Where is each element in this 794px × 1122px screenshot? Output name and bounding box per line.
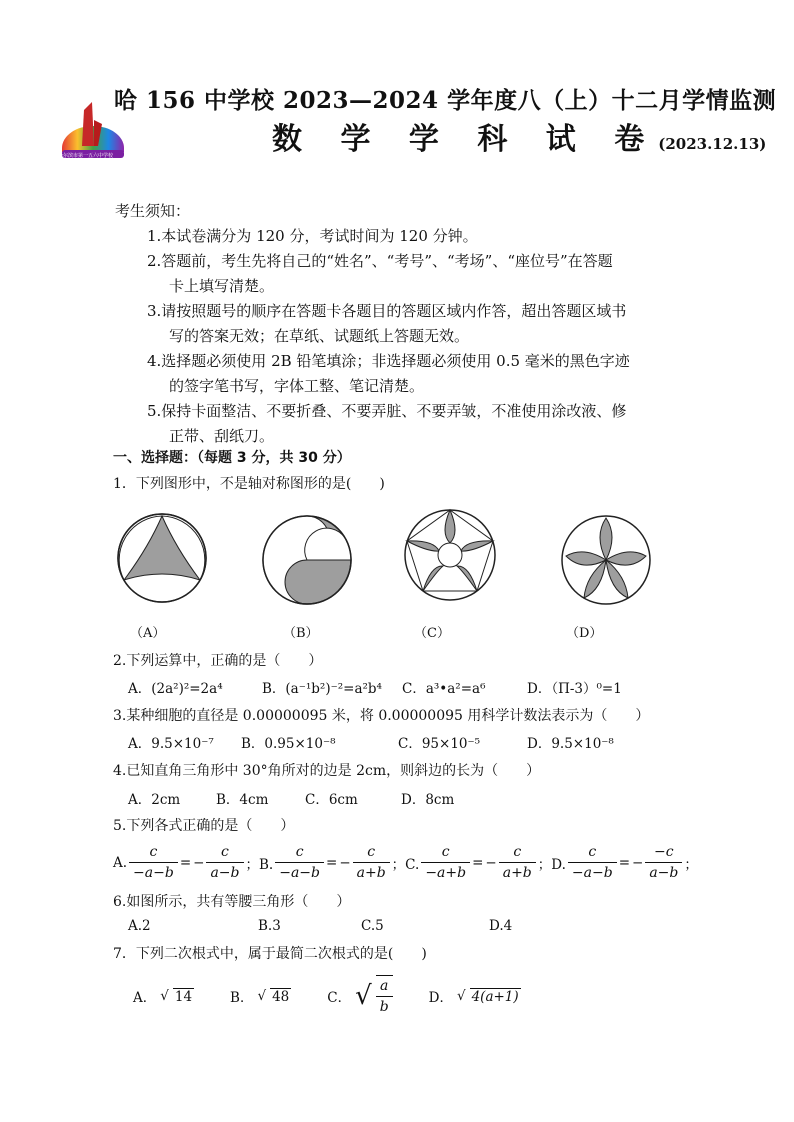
figure-label-a: （A）: [130, 626, 166, 641]
question-3-option-b: B．0.95×10⁻⁸: [241, 736, 336, 752]
question-2-option-a: A．(2a²)²=2a⁴: [128, 681, 223, 697]
question-3-option-c: C．95×10⁻⁵: [398, 736, 481, 752]
q5-label-b: ；B.: [245, 856, 274, 873]
q5-frac: $\frac{c}{-a-b}$: [129, 842, 178, 883]
question-6-option-a: A.2: [128, 918, 151, 934]
question-6-stem: 6.如图所示，共有等腰三角形（ ）: [113, 894, 351, 910]
question-2-option-b: B．(a⁻¹b²)⁻²=a²b⁴: [262, 681, 382, 697]
question-4-option-a: A．2cm: [128, 792, 181, 808]
q5-frac: $\frac{c}{a-b}$: [206, 842, 243, 883]
sqrt-sign: √: [456, 988, 466, 1004]
q7-label-c: C．: [327, 990, 352, 1006]
question-1-stem: 1．下列图形中，不是轴对称图形的是( ): [113, 476, 385, 492]
q7-label-d: D．: [428, 990, 453, 1006]
exam-date: (2023.12.13): [658, 135, 767, 153]
notice-item: 4.选择题必须使用 2B 铅笔填涂；非选择题必须使用 0.5 毫米的黑色字迹: [147, 352, 630, 370]
notice-item: 1.本试卷满分为 120 分，考试时间为 120 分钟。: [147, 227, 478, 245]
q7-label-b: B．: [230, 990, 254, 1006]
figure-label-c: （C）: [414, 626, 450, 641]
sqrt-sign: √: [355, 981, 372, 1011]
sqrt-sign: √: [257, 988, 267, 1004]
question-2-option-c: C．a³•a²=a⁶: [402, 681, 486, 697]
exam-title: 哈 156 中学校 2023—2024 学年度八（上）十二月学情监测: [114, 87, 777, 114]
q5-frac: $\frac{c}{a+b}$: [499, 842, 536, 883]
q5-frac: $\frac{c}{-a+b}$: [421, 842, 470, 883]
question-6-option-c: C.5: [361, 918, 384, 934]
q5-frac: $\frac{c}{-a-b}$: [568, 842, 617, 883]
sqrt-sign: √: [160, 988, 169, 1004]
question-4-option-c: C．6cm: [305, 792, 358, 808]
question-2-stem: 2.下列运算中，正确的是（ ）: [113, 653, 323, 669]
question-6-option-d: D.4: [489, 918, 513, 934]
figure-c: [400, 505, 500, 605]
q7-radicand-b: 48: [272, 988, 290, 1005]
notice-item: 3.请按照题号的顺序在答题卡各题目的答题区域内作答，超出答题区域书: [147, 302, 627, 320]
q5-label-c: ；C.: [391, 856, 420, 873]
exam-subtitle: [272, 114, 766, 158]
figure-a: [112, 508, 212, 608]
q5-frac: $\frac{c}{a+b}$: [353, 842, 390, 883]
question-3-option-d: D．9.5×10⁻⁸: [527, 736, 614, 752]
question-4-stem: 4.已知直角三角形中 30°角所对的边是 2cm，则斜边的长为（ ）: [113, 763, 541, 779]
notice-item: 5.保持卡面整洁、不要折叠、不要弄脏、不要弄皱，不准使用涂改液、修: [147, 402, 627, 420]
question-5-stem: 5.下列各式正确的是（ ）: [113, 818, 295, 834]
question-2-option-d: D．（Π-3）⁰=1: [527, 681, 622, 697]
notice-item: 2.答题前，考生先将自己的“姓名”、“考号”、“考场”、“座位号”在答题: [147, 252, 613, 270]
question-5-options: A. $\frac{c}{-a-b}$ = − $\frac{c}{a-b}$ ；B. $\frac{c}{-a-b}$ = − $\frac{c}{a+b}$ ；C. $\frac{c}{-a+b}$ = − $\frac{c}{a+b}$ ；D. $\frac{c}{-a-b}$ = − $\frac{-c}{a-b}$ ；: [113, 844, 698, 881]
notice-item: 卡上填写清楚。: [169, 277, 275, 295]
q5-frac: $\frac{c}{-a-b}$: [275, 842, 324, 883]
question-6-option-b: B.3: [258, 918, 281, 934]
figure-b: [257, 510, 357, 610]
figure-d: [556, 510, 656, 610]
notice-item: 写的答案无效；在草纸、试题纸上答题无效。: [169, 327, 470, 345]
notice-item: 正带、刮纸刀。: [169, 427, 275, 445]
logo-text: 哈尔滨市第一五六中学校: [58, 153, 114, 159]
notice-heading: 考生须知：: [115, 202, 191, 220]
q5-label-d: ；D.: [537, 856, 566, 873]
q5-label-a: A.: [113, 854, 128, 871]
figure-label-d: （D）: [566, 626, 603, 641]
q7-radicand-c: $\frac{a}{b}$: [376, 975, 393, 1017]
question-7-options: [133, 975, 521, 1017]
section-heading: 一、选择题：（每题 3 分，共 30 分）: [113, 450, 351, 466]
question-4-option-b: B．4cm: [216, 792, 269, 808]
q7-radicand-d: 4(a+1): [471, 988, 519, 1005]
subject-title: 数 学 学 科 试 卷: [272, 122, 659, 157]
q7-radicand-a: 14: [174, 988, 193, 1005]
question-7-stem: 7．下列二次根式中，属于最简二次根式的是( ): [113, 946, 427, 962]
figure-label-b: （B）: [283, 626, 319, 641]
question-3-option-a: A．9.5×10⁻⁷: [128, 736, 214, 752]
q7-label-a: A．: [133, 990, 157, 1006]
notice-item: 的签字笔书写，字体工整、笔记清楚。: [169, 377, 425, 395]
question-3-stem: 3.某种细胞的直径是 0.00000095 米，将 0.00000095 用科学计数法表示为（ ）: [113, 708, 650, 724]
question-4-option-d: D．8cm: [401, 792, 455, 808]
q5-frac: $\frac{-c}{a-b}$: [645, 842, 682, 883]
